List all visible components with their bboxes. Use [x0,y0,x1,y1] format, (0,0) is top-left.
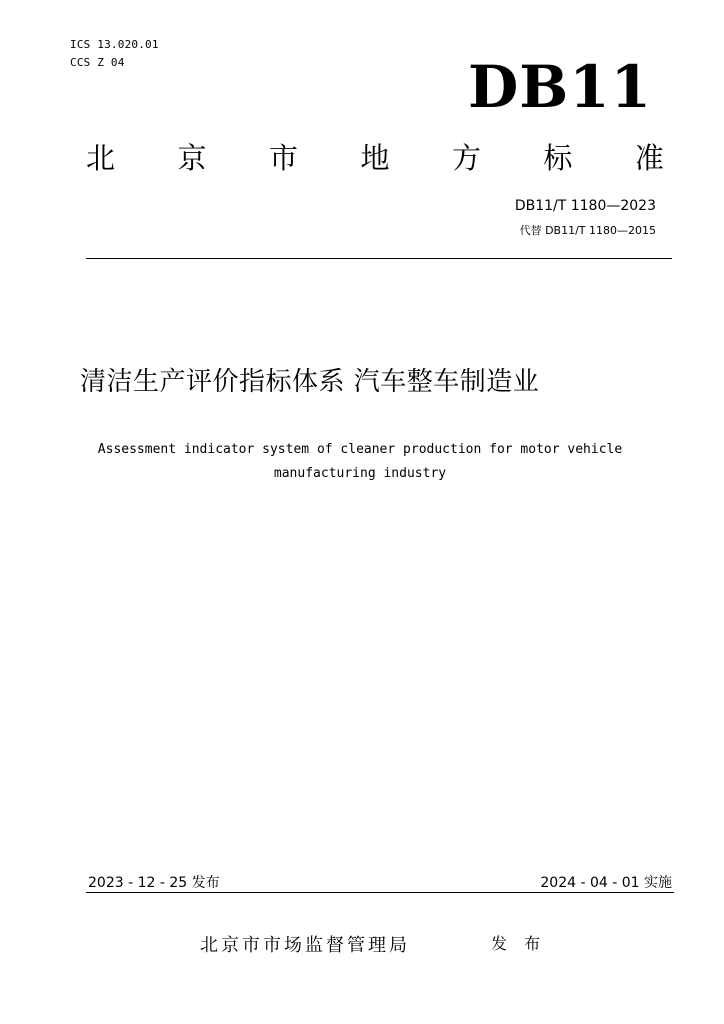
title-english-line2: manufacturing industry [273,466,447,481]
standard-class-char: 地 [360,141,390,175]
standard-number: DB11/T 1180—2023 [514,198,656,214]
standard-class-char: 京 [177,141,207,175]
header-divider [86,258,672,259]
title-english-line1: Assessment indicator system of cleaner production for motor vehicle [97,442,623,457]
standard-class-char: 标 [543,141,573,175]
footer-divider [86,892,674,893]
issue-date: 2023 - 12 - 25 发布 [88,875,220,891]
ccs-code: CCS Z 04 [70,56,125,69]
standard-class-char: 准 [634,141,664,175]
issue-label: 发 布 [491,934,547,953]
db11-logo: DB11 [467,53,652,121]
standard-classification [86,138,664,178]
standard-class-char: 市 [268,141,298,175]
standard-class-char: 北 [86,141,116,175]
implementation-date: 2024 - 04 - 01 实施 [540,875,672,891]
ics-code: ICS 13.020.01 [70,38,159,51]
replaces-standard: 代替 DB11/T 1180—2015 [519,224,656,237]
standard-class-char: 方 [451,141,481,175]
title-chinese: 清洁生产评价指标体系 汽车整车制造业 [80,367,540,397]
issuing-authority: 北京市市场监督管理局 [200,935,410,956]
title-english [50,438,670,486]
